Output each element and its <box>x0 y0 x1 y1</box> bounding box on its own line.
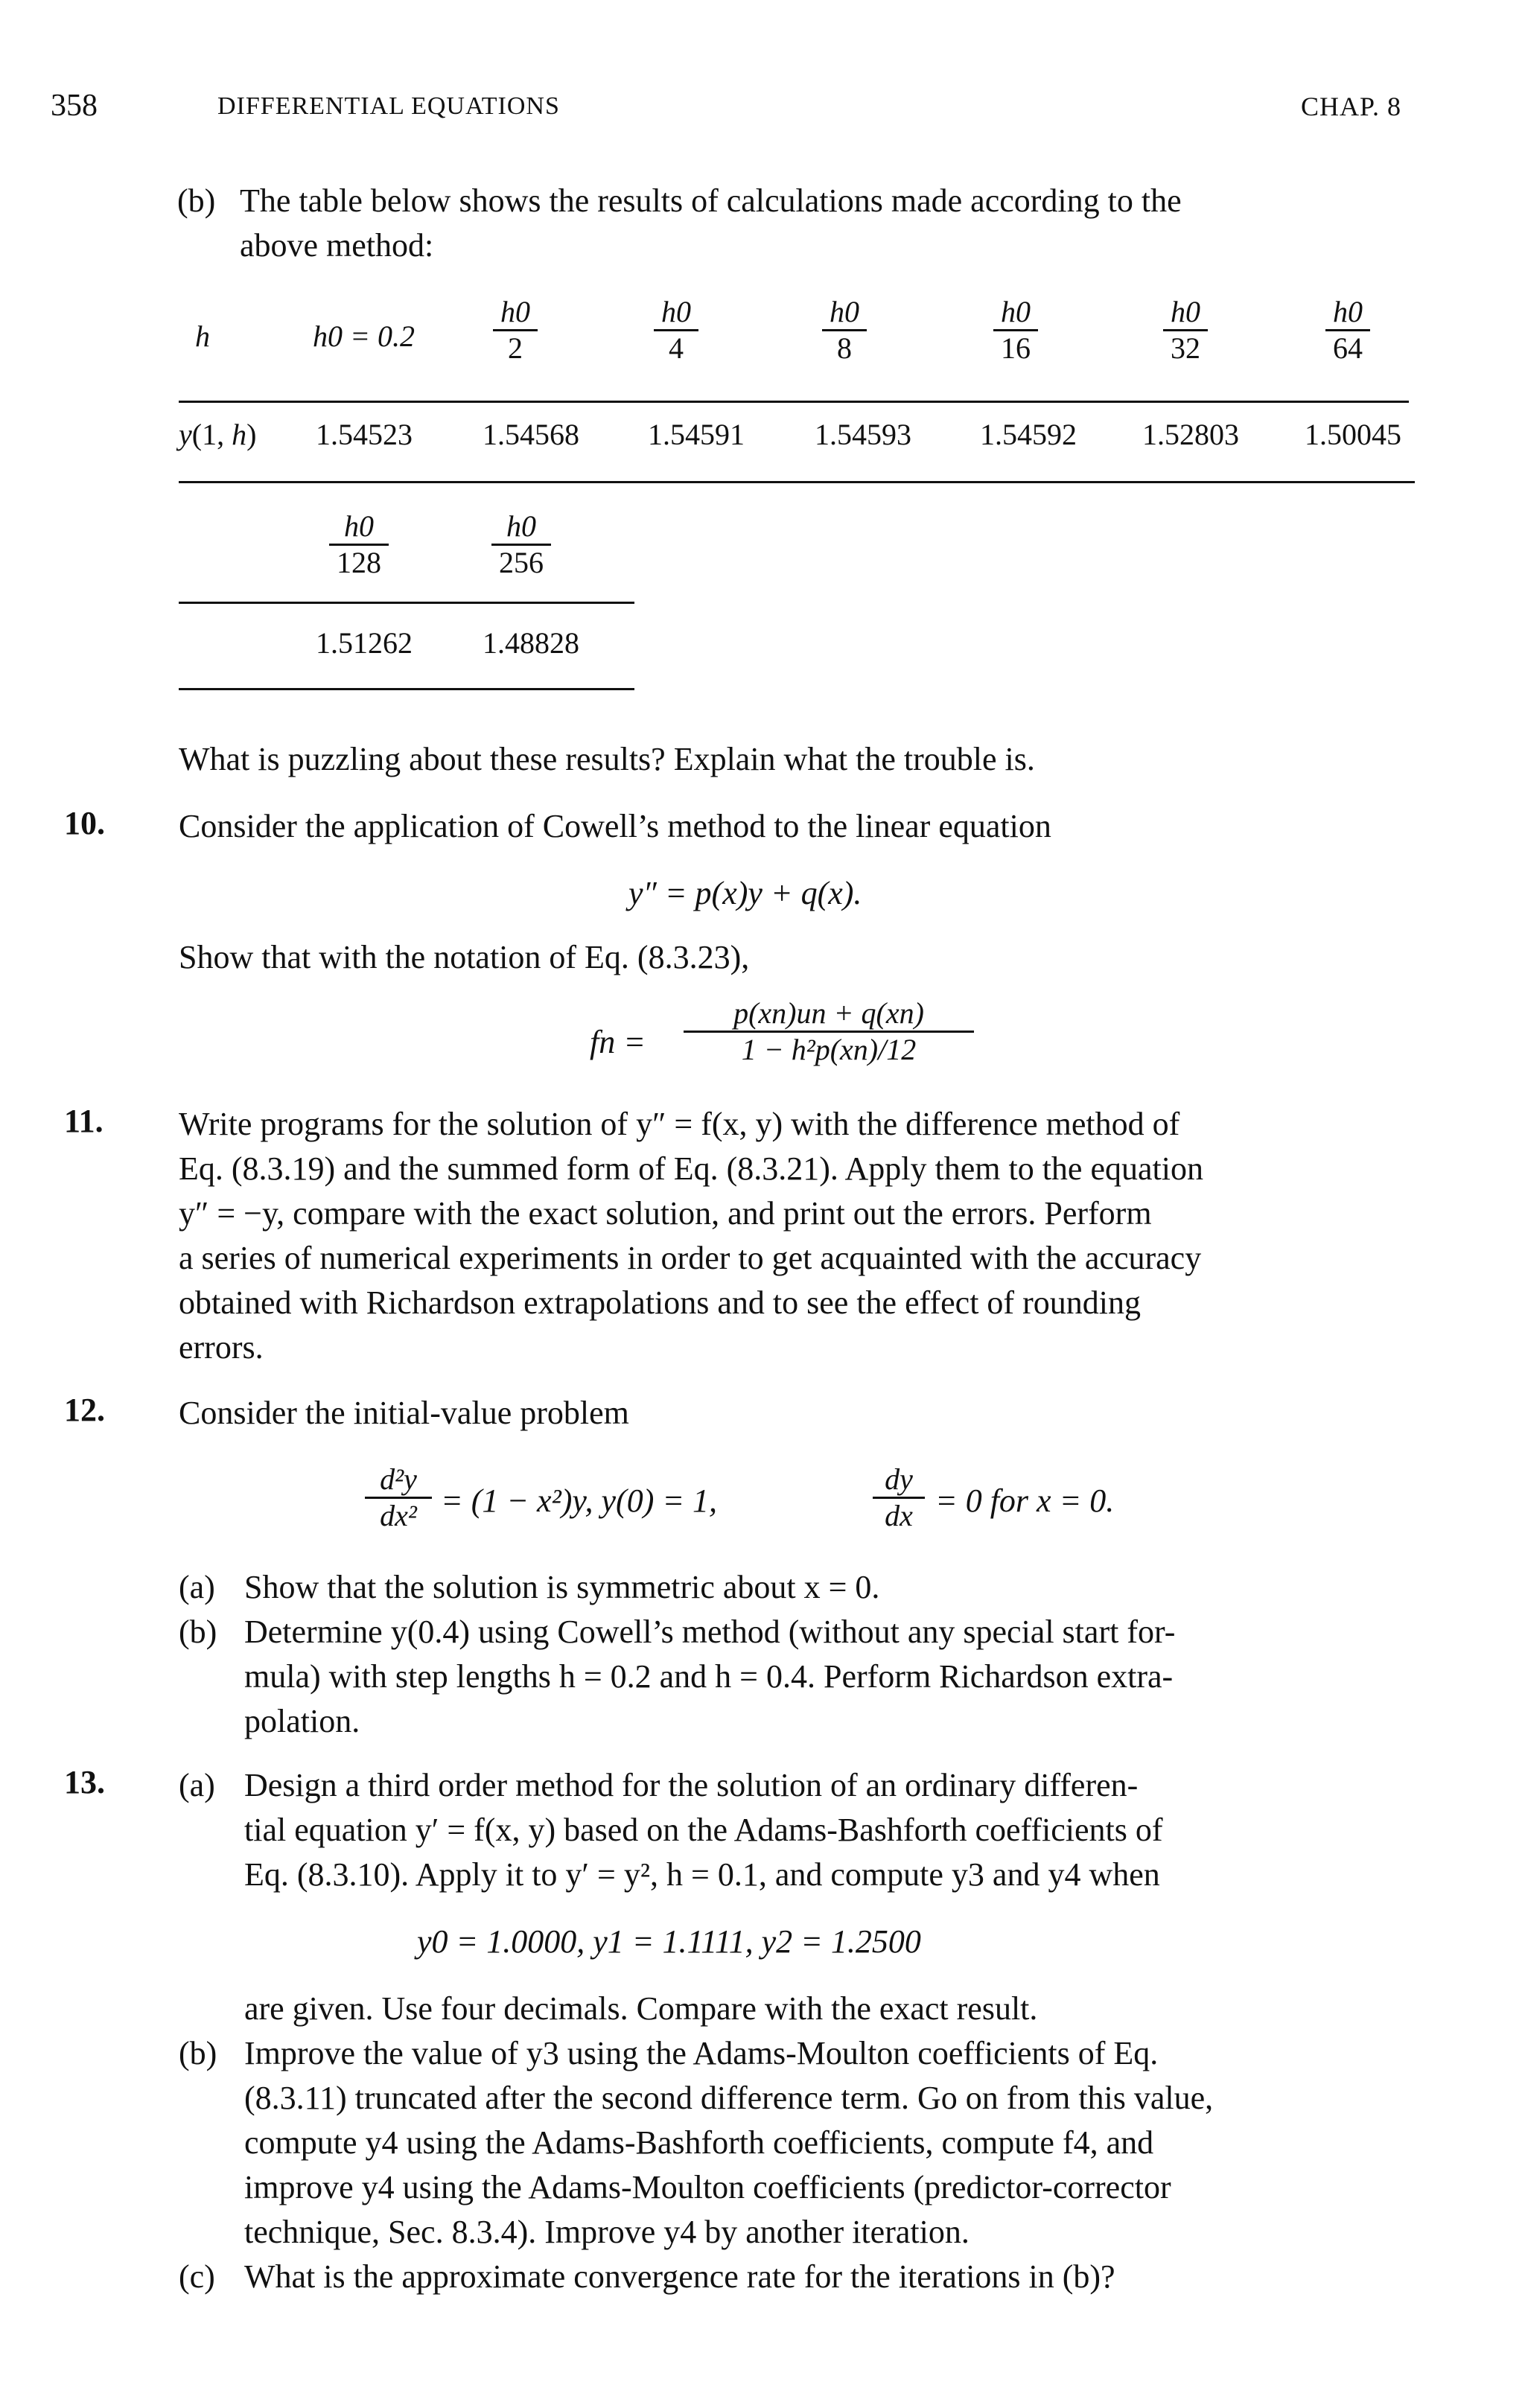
exercise-11-line: y″ = −y, compare with the exact solution, and print out the errors. Perform <box>179 1195 1152 1232</box>
exercise-12-b-line: Determine y(0.4) using Cowell’s method (without any special start for- <box>244 1614 1176 1650</box>
exercise-10-fraction: $\frac{p(xn)un + q(xn)}{\text{1 − h²p(xn)/12}}$ <box>684 996 974 1067</box>
exercise-12-b-label: (b) <box>179 1614 217 1650</box>
part-b-line2: above method: <box>240 227 434 264</box>
exercise-11-line: Write programs for the solution of y″ = f(x, y) with the difference method of <box>179 1106 1180 1142</box>
exercise-13-b-line: compute y4 using the Adams-Bashforth coefficients, compute f4, and <box>244 2124 1154 2161</box>
exercise-13-initial-values: y0 = 1.0000, y1 = 1.1111, y2 = 1.2500 <box>417 1923 921 1960</box>
table-col-h0-32: $\frac{h0}{32}$ <box>1163 295 1208 366</box>
exercise-12-b-line: mula) with step lengths h = 0.2 and h = 0.4. Perform Richardson extra- <box>244 1658 1174 1695</box>
exercise-11-line: Eq. (8.3.19) and the summed form of Eq. (8.3.21). Apply them to the equation <box>179 1150 1203 1187</box>
part-b-line1: The table below shows the results of calculations made according to the <box>240 182 1182 219</box>
exercise-13-number: 13. <box>64 1764 105 1800</box>
exercise-13-b-line: technique, Sec. 8.3.4). Improve y4 by another iteration. <box>244 2214 970 2250</box>
exercise-12-equation-end: = 0 for x = 0. <box>935 1482 1115 1519</box>
exercise-12-equation-mid: = (1 − x²)y, y(0) = 1, <box>441 1482 718 1519</box>
table-h0-label: h0 = 0.2 <box>313 319 415 353</box>
table-rule <box>179 602 634 604</box>
exercise-10-line2: Show that with the notation of Eq. (8.3.23), <box>179 939 750 975</box>
exercise-11-line: errors. <box>179 1329 264 1366</box>
exercise-13-a-label: (a) <box>179 1767 215 1803</box>
table-rule <box>179 401 1409 403</box>
page-number: 358 <box>51 89 98 123</box>
table-rule <box>179 688 634 690</box>
exercise-10-intro: Consider the application of Cowell’s method to the linear equation <box>179 808 1051 844</box>
exercise-13-c-text: What is the approximate convergence rate for the iterations in (b)? <box>244 2258 1115 2295</box>
exercise-13-a-end: are given. Use four decimals. Compare with the exact result. <box>244 1990 1038 2027</box>
table-col-h0-4: $\frac{h0}{4}$ <box>654 295 698 366</box>
exercise-11-number: 11. <box>64 1103 104 1139</box>
table-value: 1.54593 <box>815 418 911 451</box>
exercise-10-equation: y″ = p(x)y + q(x). <box>628 875 862 911</box>
table-value: 1.52803 <box>1142 418 1239 451</box>
part-b-label: (b) <box>177 182 216 219</box>
table-col-h0-16: $\frac{h0}{16}$ <box>993 295 1038 366</box>
table-value: 1.54591 <box>648 418 745 451</box>
exercise-13-b-line: Improve the value of y3 using the Adams-Moulton coefficients of Eq. <box>244 2035 1159 2071</box>
exercise-11-line: obtained with Richardson extrapolations and to see the effect of rounding <box>179 1284 1141 1321</box>
exercise-11-line: a series of numerical experiments in order to get acquainted with the accuracy <box>179 1240 1202 1276</box>
exercise-10-f-lhs: fn = <box>590 1024 646 1060</box>
exercise-12-b-line: polation. <box>244 1703 360 1739</box>
table-col-h0-256: $\frac{h0}{256}$ <box>491 509 551 580</box>
exercise-12-a-text: Show that the solution is symmetric about x = 0. <box>244 1569 880 1605</box>
table-col-h0-64: $\frac{h0}{64}$ <box>1325 295 1370 366</box>
table-h-label: h <box>195 319 210 353</box>
table-col-h0-8: $\frac{h0}{8}$ <box>822 295 867 366</box>
table-y-label: y(1, h) <box>179 418 257 451</box>
exercise-13-b-line: improve y4 using the Adams-Moulton coefficients (predictor-corrector <box>244 2169 1171 2205</box>
running-title: DIFFERENTIAL EQUATIONS <box>217 92 560 120</box>
table-col-h0-2: $\frac{h0}{2}$ <box>493 295 538 366</box>
table-value: 1.54523 <box>316 418 413 451</box>
exercise-13-b-line: (8.3.11) truncated after the second difference term. Go on from this value, <box>244 2080 1214 2116</box>
exercise-13-a-line: Design a third order method for the solution of an ordinary differen- <box>244 1767 1139 1803</box>
exercise-12-intro: Consider the initial-value problem <box>179 1395 629 1431</box>
table-value: 1.54592 <box>980 418 1077 451</box>
puzzle-question: What is puzzling about these results? Explain what the trouble is. <box>179 741 1035 777</box>
table-rule <box>179 481 1415 483</box>
exercise-12-a-label: (a) <box>179 1569 215 1605</box>
exercise-12-number: 12. <box>64 1392 105 1428</box>
table-value: 1.54568 <box>483 418 579 451</box>
exercise-13-a-line: Eq. (8.3.10). Apply it to y′ = y², h = 0.1, and compute y3 and y4 when <box>244 1856 1160 1893</box>
exercise-12-d2y-dx2: $\frac{\text{d²y}}{\text{dx²}}$ <box>365 1462 432 1533</box>
table-value: 1.50045 <box>1305 418 1401 451</box>
exercise-10-number: 10. <box>64 805 105 841</box>
exercise-12-dy-dx: $\frac{dy}{dx}$ <box>873 1462 925 1533</box>
table-value: 1.48828 <box>483 626 579 660</box>
exercise-13-c-label: (c) <box>179 2258 215 2295</box>
table-col-h0-128: $\frac{h0}{128}$ <box>329 509 389 580</box>
chapter-label: CHAP. 8 <box>1300 92 1401 121</box>
table-value: 1.51262 <box>316 626 413 660</box>
exercise-13-a-line: tial equation y′ = f(x, y) based on the Adams-Bashforth coefficients of <box>244 1812 1163 1848</box>
exercise-13-b-label: (b) <box>179 2035 217 2071</box>
